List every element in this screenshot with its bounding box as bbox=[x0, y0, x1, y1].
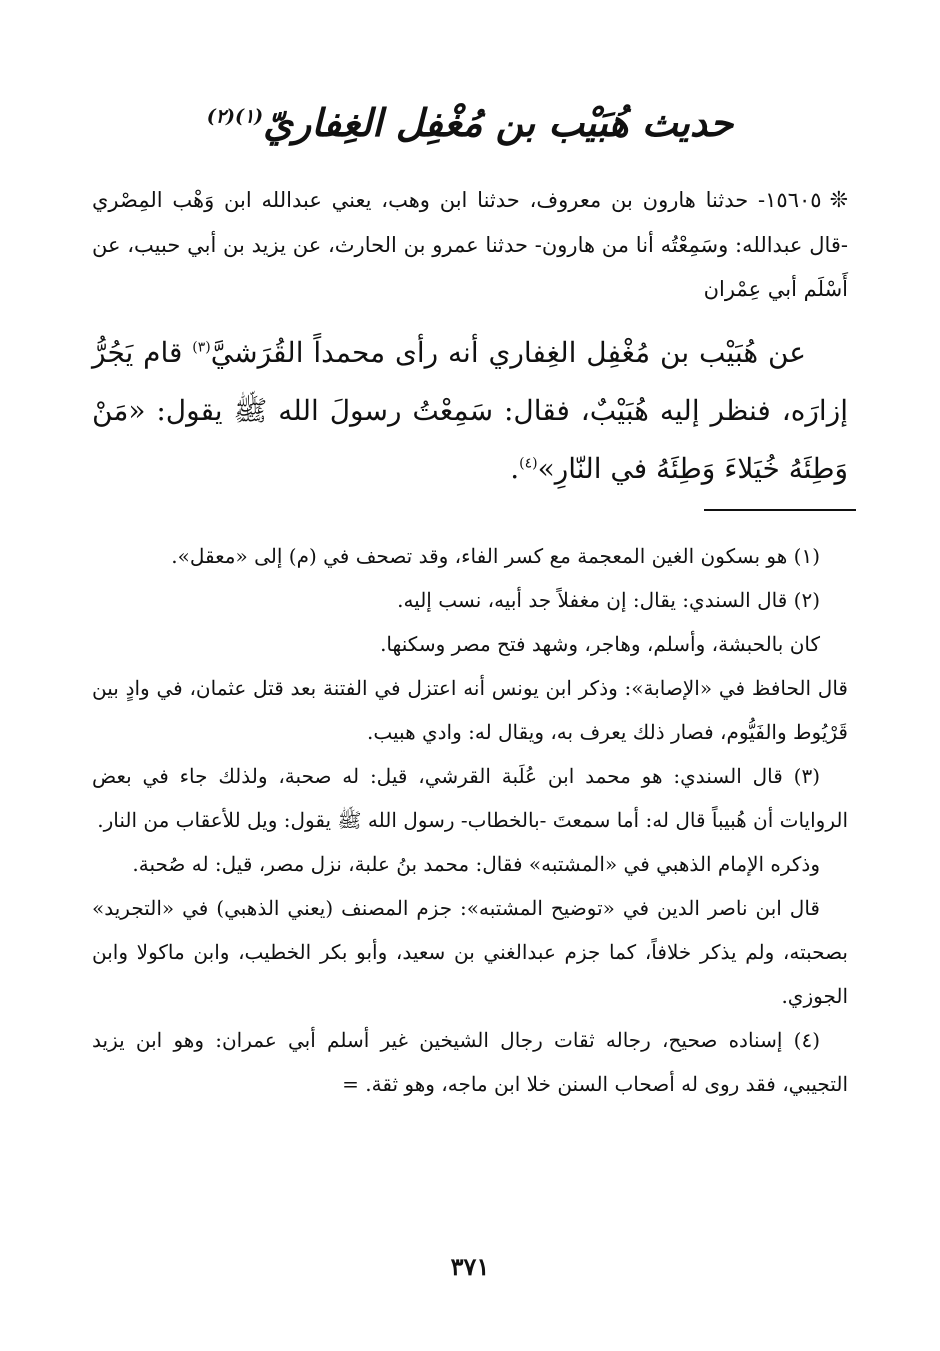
footnote-3-cont-a: وذكره الإمام الذهبي في «المشتبه» فقال: محمد بنُ علبة، نزل مصر، قيل: له صُحبة. bbox=[132, 852, 820, 876]
footnote-2: (٢) قال السندي: يقال: إن مغفلاً جد أبيه، نسب إليه. bbox=[397, 588, 820, 612]
footnote-4: (٤) إسناده صحيح، رجاله ثقات رجال الشيخين غير أسلم أبي عمران: وهو ابن يزيد التجيبي، فقد روى له أصحاب السنن خلا ابن ماجه، وهو ثقة. = bbox=[92, 1028, 848, 1096]
matn-footnote-ref-3: (٣) bbox=[192, 339, 211, 356]
page-number: ٣٧١ bbox=[450, 1252, 490, 1281]
matn-paragraph bbox=[92, 324, 848, 498]
chapter-title-text: حديث هُبَيْب بن مُغْفِل الغِفاريّ bbox=[263, 100, 734, 145]
footnotes bbox=[92, 534, 848, 1106]
hadith-matn bbox=[92, 324, 848, 498]
hadith-isnad bbox=[92, 178, 848, 311]
footnote-2-cont-b: قال الحافظ في «الإصابة»: وذكر ابن يونس أنه اعتزل في الفتنة بعد قتل عثمان، في وادٍ بين قَرْيُوط والفَيُّوم، فصار ذلك يعرف به، ويقال له: وادي هبيب. bbox=[92, 676, 848, 744]
matn-footnote-ref-4: (٤) bbox=[519, 455, 538, 472]
footnote-separator bbox=[704, 509, 856, 511]
footnote-3-cont-b: قال ابن ناصر الدين في «توضيح المشتبه»: جزم المصنف (يعني الذهبي) في «التجريد» بصحبته، ولم يذكر خلافاً، كما جزم عبدالغني بن سعيد، وأبو بكر الخطيب، وابن ماكولا وابن الجوزي. bbox=[92, 896, 848, 1008]
hadith-marker-icon: ❊ bbox=[829, 188, 848, 213]
title-footnote-ref-2: (٢) bbox=[206, 105, 235, 128]
footnote-3: (٣) قال السندي: هو محمد ابن عُلَبة القرشي، قيل: له صحبة، ولذلك جاء في بعض الروايات أن هُبيباً قال له: أما سمعتَ -بالخطاب- رسول الله ﷺ يقول: ويل للأعقاب من النار. bbox=[92, 764, 848, 832]
matn-part-2: قام يَجُرُّ إزارَه، فنظر إليه هُبَيْبٌ، فقال: سَمِعْتُ رسولَ الله ﷺ يقول: «مَنْ وَطِئَهُ خُيَلاءَ وَطِئَهُ في النّارِ» bbox=[92, 336, 848, 485]
chapter-title bbox=[0, 100, 940, 145]
footnote-1: (١) هو بسكون الغين المعجمة مع كسر الفاء، وقد تصحف في (م) إلى «معقل». bbox=[171, 544, 820, 568]
footnote-2-cont-a: كان بالحبشة، وأسلم، وهاجر، وشهد فتح مصر وسكنها. bbox=[380, 632, 820, 656]
matn-end: . bbox=[510, 452, 520, 485]
isnad-text: ١٥٦٠٥- حدثنا هارون بن معروف، حدثنا ابن وهب، يعني عبدالله ابن وَهْب المِصْري -قال عبدالله: وسَمِعْتُه أنا من هارون- حدثنا عمرو بن الحارث، عن يزيد بن أبي حبيب، عن أَسْلَم أبي عِمْران bbox=[92, 188, 848, 301]
title-footnote-ref-1: (١) bbox=[234, 105, 264, 128]
matn-part-1: عن هُبَيْب بن مُغْفِل الغِفاري أنه رأى محمداً القُرَشيَّ bbox=[210, 336, 807, 369]
